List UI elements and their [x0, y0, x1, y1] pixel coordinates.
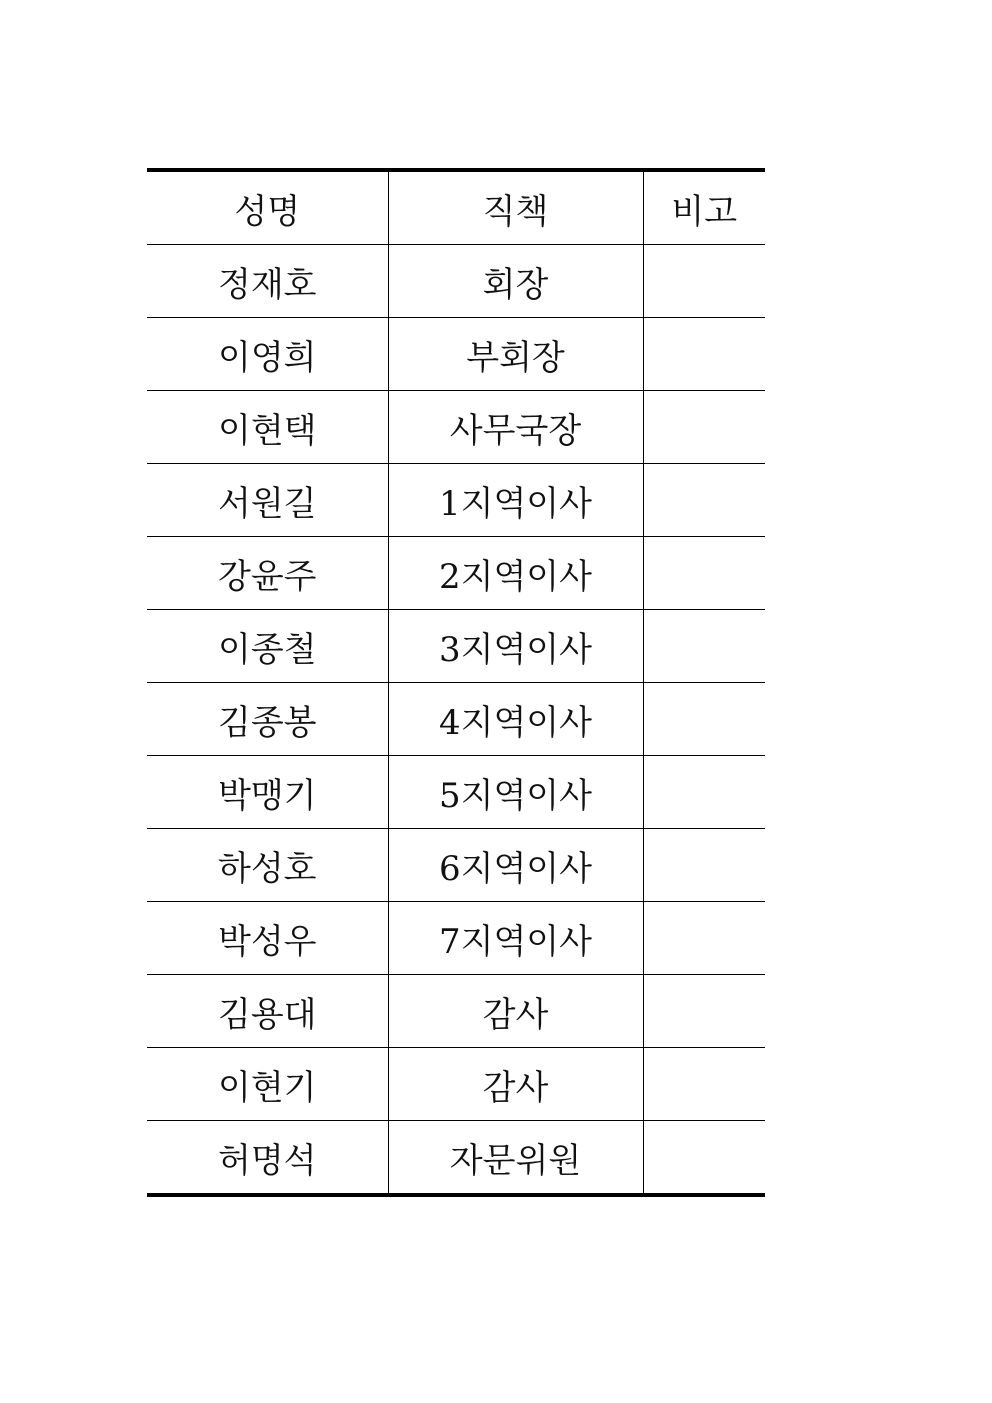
cell-position: 감사: [388, 975, 643, 1048]
cell-name: 강윤주: [147, 537, 388, 610]
member-roster-table: [147, 168, 765, 1197]
table-row: [147, 902, 765, 975]
table-body: [147, 245, 765, 1196]
header-row: [147, 170, 765, 245]
table-row: [147, 318, 765, 391]
table-row: [147, 610, 765, 683]
cell-position: 4지역이사: [388, 683, 643, 756]
cell-name: 박성우: [147, 902, 388, 975]
table-header: [147, 170, 765, 245]
cell-note: [643, 902, 765, 975]
cell-position: 5지역이사: [388, 756, 643, 829]
cell-position: 사무국장: [388, 391, 643, 464]
table-row: [147, 464, 765, 537]
header-note: 비고: [643, 170, 765, 245]
cell-note: [643, 756, 765, 829]
table-row: [147, 756, 765, 829]
table-row: [147, 683, 765, 756]
cell-name: 이영희: [147, 318, 388, 391]
cell-position: 부회장: [388, 318, 643, 391]
table-row: [147, 1048, 765, 1121]
cell-note: [643, 829, 765, 902]
cell-note: [643, 610, 765, 683]
cell-note: [643, 464, 765, 537]
cell-position: 3지역이사: [388, 610, 643, 683]
cell-note: [643, 1048, 765, 1121]
table-row: [147, 1121, 765, 1196]
table-row: [147, 975, 765, 1048]
cell-position: 1지역이사: [388, 464, 643, 537]
cell-name: 하성호: [147, 829, 388, 902]
table-row: [147, 829, 765, 902]
cell-note: [643, 537, 765, 610]
cell-position: 감사: [388, 1048, 643, 1121]
cell-note: [643, 391, 765, 464]
cell-name: 정재호: [147, 245, 388, 318]
table-row: [147, 537, 765, 610]
cell-position: 6지역이사: [388, 829, 643, 902]
cell-name: 이종철: [147, 610, 388, 683]
cell-name: 김용대: [147, 975, 388, 1048]
cell-name: 허명석: [147, 1121, 388, 1196]
cell-name: 김종봉: [147, 683, 388, 756]
cell-position: 2지역이사: [388, 537, 643, 610]
header-position: 직책: [388, 170, 643, 245]
cell-position: 회장: [388, 245, 643, 318]
cell-name: 이현기: [147, 1048, 388, 1121]
cell-name: 이현택: [147, 391, 388, 464]
cell-note: [643, 245, 765, 318]
header-name: 성명: [147, 170, 388, 245]
cell-name: 서원길: [147, 464, 388, 537]
cell-note: [643, 975, 765, 1048]
cell-note: [643, 1121, 765, 1196]
table-row: [147, 245, 765, 318]
table-row: [147, 391, 765, 464]
cell-name: 박맹기: [147, 756, 388, 829]
cell-note: [643, 683, 765, 756]
cell-note: [643, 318, 765, 391]
cell-position: 자문위원: [388, 1121, 643, 1196]
cell-position: 7지역이사: [388, 902, 643, 975]
